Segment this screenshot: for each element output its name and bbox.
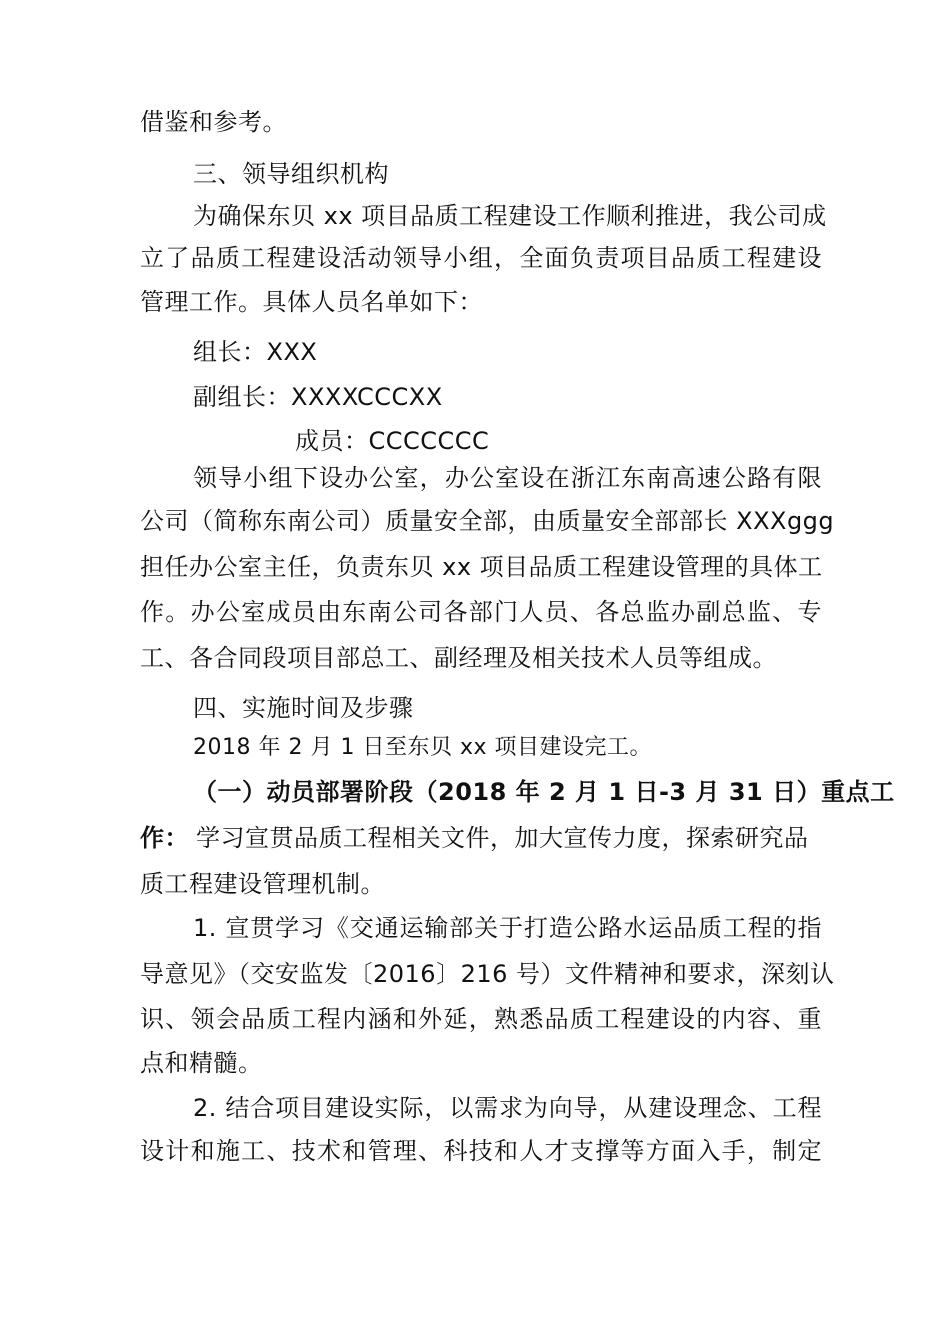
subsection-heading: （一）动员部署阶段（2018 年 2 月 1 日-3 月 31 日）重点工 bbox=[193, 778, 895, 806]
paragraph-line: 质工程建设管理机制。 bbox=[140, 870, 385, 898]
paragraph-line: 作。办公室成员由东南公司各部门人员、各总监办副总监、专 bbox=[140, 598, 822, 626]
paragraph-line: 工、各合同段项目部总工、副经理及相关技术人员等组成。 bbox=[140, 644, 777, 672]
paragraph-line: 导意见》（交安监发〔2016〕216 号）文件精神和要求，深刻认 bbox=[140, 960, 835, 988]
paragraph-line: 点和精髓。 bbox=[140, 1049, 263, 1077]
member-line: 成员：CCCCCCC bbox=[295, 427, 490, 455]
paragraph-line: 借鉴和参考。 bbox=[140, 108, 287, 136]
paragraph-line: 设计和施工、技术和管理、科技和人才支撑等方面入手，制定 bbox=[140, 1137, 822, 1165]
paragraph-line: 识、领会品质工程内涵和外延，熟悉品质工程建设的内容、重 bbox=[140, 1005, 822, 1033]
paragraph-line: 领导小组下设办公室，办公室设在浙江东南高速公路有限 bbox=[193, 464, 822, 492]
list-item-1: 1. 宣贯学习《交通运输部关于打造公路水运品质工程的指 bbox=[193, 914, 822, 942]
member-line: 副组长：XXXXCCCXX bbox=[193, 383, 443, 411]
paragraph-line: 2018 年 2 月 1 日至东贝 xx 项目建设完工。 bbox=[193, 735, 652, 760]
list-item-2: 2. 结合项目建设实际，以需求为向导，从建设理念、工程 bbox=[193, 1094, 822, 1122]
subsection-heading-continued: 作： bbox=[140, 824, 189, 852]
paragraph-line: 公司（简称东南公司）质量安全部，由质量安全部部长 XXXggg bbox=[140, 507, 835, 535]
paragraph-line: 为确保东贝 xx 项目品质工程建设工作顺利推进，我公司成 bbox=[193, 202, 827, 230]
paragraph-line: 学习宣贯品质工程相关文件，加大宣传力度，探索研究品 bbox=[196, 824, 809, 852]
member-line: 组长：XXX bbox=[193, 338, 318, 366]
paragraph-line: 管理工作。具体人员名单如下： bbox=[140, 288, 483, 316]
paragraph-line: 立了品质工程建设活动领导小组，全面负责项目品质工程建设 bbox=[140, 244, 822, 272]
section-heading: 四、实施时间及步骤 bbox=[193, 694, 414, 722]
section-heading: 三、领导组织机构 bbox=[193, 160, 389, 188]
paragraph-line: 担任办公室主任，负责东贝 xx 项目品质工程建设管理的具体工 bbox=[140, 553, 823, 581]
